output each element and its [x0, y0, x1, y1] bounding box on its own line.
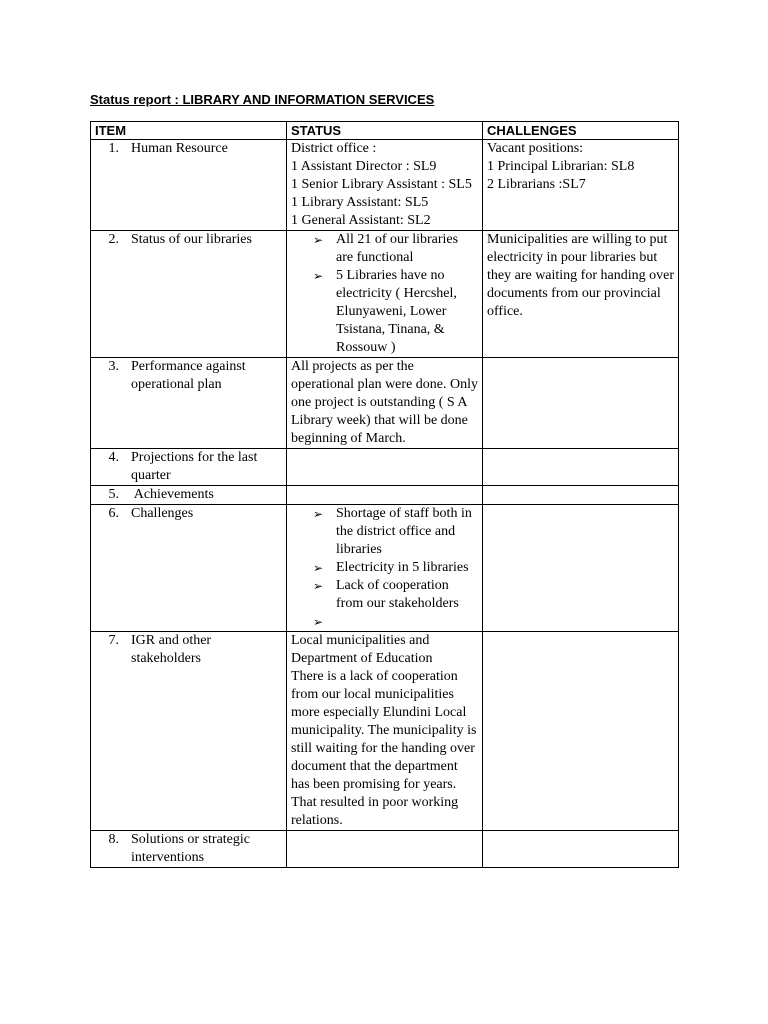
- item-cell: [91, 358, 287, 449]
- status-line: 1 General Assistant: SL2: [291, 213, 431, 228]
- item-label: Human Resource: [131, 141, 228, 156]
- status-cell: [287, 505, 483, 632]
- challenges-cell: [483, 449, 679, 486]
- item-number: 2.: [108, 232, 119, 247]
- status-text: All projects as per the operational plan were done. Only one project is outstanding ( S A Library week) that will be done beginning of March.: [291, 359, 478, 446]
- status-line: 1 Assistant Director : SL9: [291, 159, 437, 174]
- table-row-projections: [91, 449, 679, 486]
- status-bullet-list: [291, 231, 478, 357]
- status-cell: [287, 358, 483, 449]
- challenges-cell: [483, 505, 679, 632]
- challenge-line: 1 Principal Librarian: SL8: [487, 159, 635, 174]
- item-label: Projections for the last quarter: [131, 450, 258, 483]
- table-row-solutions: [91, 831, 679, 868]
- status-cell: [287, 632, 483, 831]
- status-line: 1 Library Assistant: SL5: [291, 195, 429, 210]
- item-number: 7.: [108, 633, 119, 648]
- item-label: Achievements: [131, 487, 214, 502]
- item-label: Performance against operational plan: [131, 359, 246, 392]
- item-cell: [91, 140, 287, 231]
- item-cell: [91, 831, 287, 868]
- status-cell: [287, 449, 483, 486]
- challenge-line: Vacant positions:: [487, 141, 584, 156]
- item-number: 5.: [108, 487, 119, 502]
- status-line: There is a lack of cooperation from our local municipalities more especially Elundini Local municipality. The municipality is still waiting for the handing over document that the department has been promising for years. That resulted in poor working relations.: [291, 669, 477, 828]
- status-line: District office :: [291, 141, 377, 156]
- challenges-cell: [483, 632, 679, 831]
- table-row-achievements: [91, 486, 679, 505]
- table-row-human-resource: [91, 140, 679, 231]
- bullet-item: ➢ Electricity in 5 libraries: [313, 559, 478, 577]
- table-header-row: [91, 122, 679, 140]
- status-cell: [287, 140, 483, 231]
- item-cell: [91, 632, 287, 831]
- header-challenges: CHALLENGES: [483, 122, 679, 140]
- bullet-item: ➢ 5 Libraries have no electricity ( Hercshel, Elunyaweni, Lower Tsistana, Tinana, & Rossouw ): [313, 267, 478, 357]
- status-cell: [287, 486, 483, 505]
- item-number: 4.: [108, 450, 119, 465]
- header-status: STATUS: [287, 122, 483, 140]
- header-item: ITEM: [91, 122, 287, 140]
- item-number: 3.: [108, 359, 119, 374]
- table-row-status-of-libraries: [91, 231, 679, 358]
- item-number: 1.: [108, 141, 119, 156]
- challenge-line: Municipalities are willing to put electricity in pour libraries but they are waiting for handing over documents from our provincial office.: [487, 232, 674, 319]
- item-label: Status of our libraries: [131, 232, 252, 247]
- bullet-item: ➢ All 21 of our libraries are functional: [313, 231, 478, 267]
- report-title: Status report : LIBRARY AND INFORMATION SERVICES: [90, 92, 435, 107]
- item-label: Challenges: [131, 506, 194, 521]
- item-number: 6.: [108, 506, 119, 521]
- table-row-performance: [91, 358, 679, 449]
- bullet-item: [313, 613, 478, 631]
- item-number: 8.: [108, 832, 119, 847]
- status-line: Local municipalities and Department of Education: [291, 633, 433, 666]
- item-cell: [91, 449, 287, 486]
- challenges-cell: [483, 831, 679, 868]
- table-row-challenges: [91, 505, 679, 632]
- item-label: Solutions or strategic interventions: [131, 832, 250, 865]
- challenge-line: 2 Librarians :SL7: [487, 177, 586, 192]
- bullet-item: ➢ Lack of cooperation from our stakeholders: [313, 577, 478, 613]
- status-line: 1 Senior Library Assistant : SL5: [291, 177, 472, 192]
- item-label: IGR and other stakeholders: [131, 633, 212, 666]
- bullet-item: ➢ Shortage of staff both in the district office and libraries: [313, 505, 478, 559]
- item-cell: [91, 505, 287, 632]
- status-cell: [287, 231, 483, 358]
- status-report-table: [90, 121, 679, 868]
- challenges-cell: [483, 231, 679, 358]
- challenges-cell: [483, 140, 679, 231]
- item-cell: [91, 486, 287, 505]
- challenges-cell: [483, 486, 679, 505]
- table-row-igr: [91, 632, 679, 831]
- item-cell: [91, 231, 287, 358]
- challenges-cell: [483, 358, 679, 449]
- status-bullet-list: [291, 505, 478, 631]
- status-cell: [287, 831, 483, 868]
